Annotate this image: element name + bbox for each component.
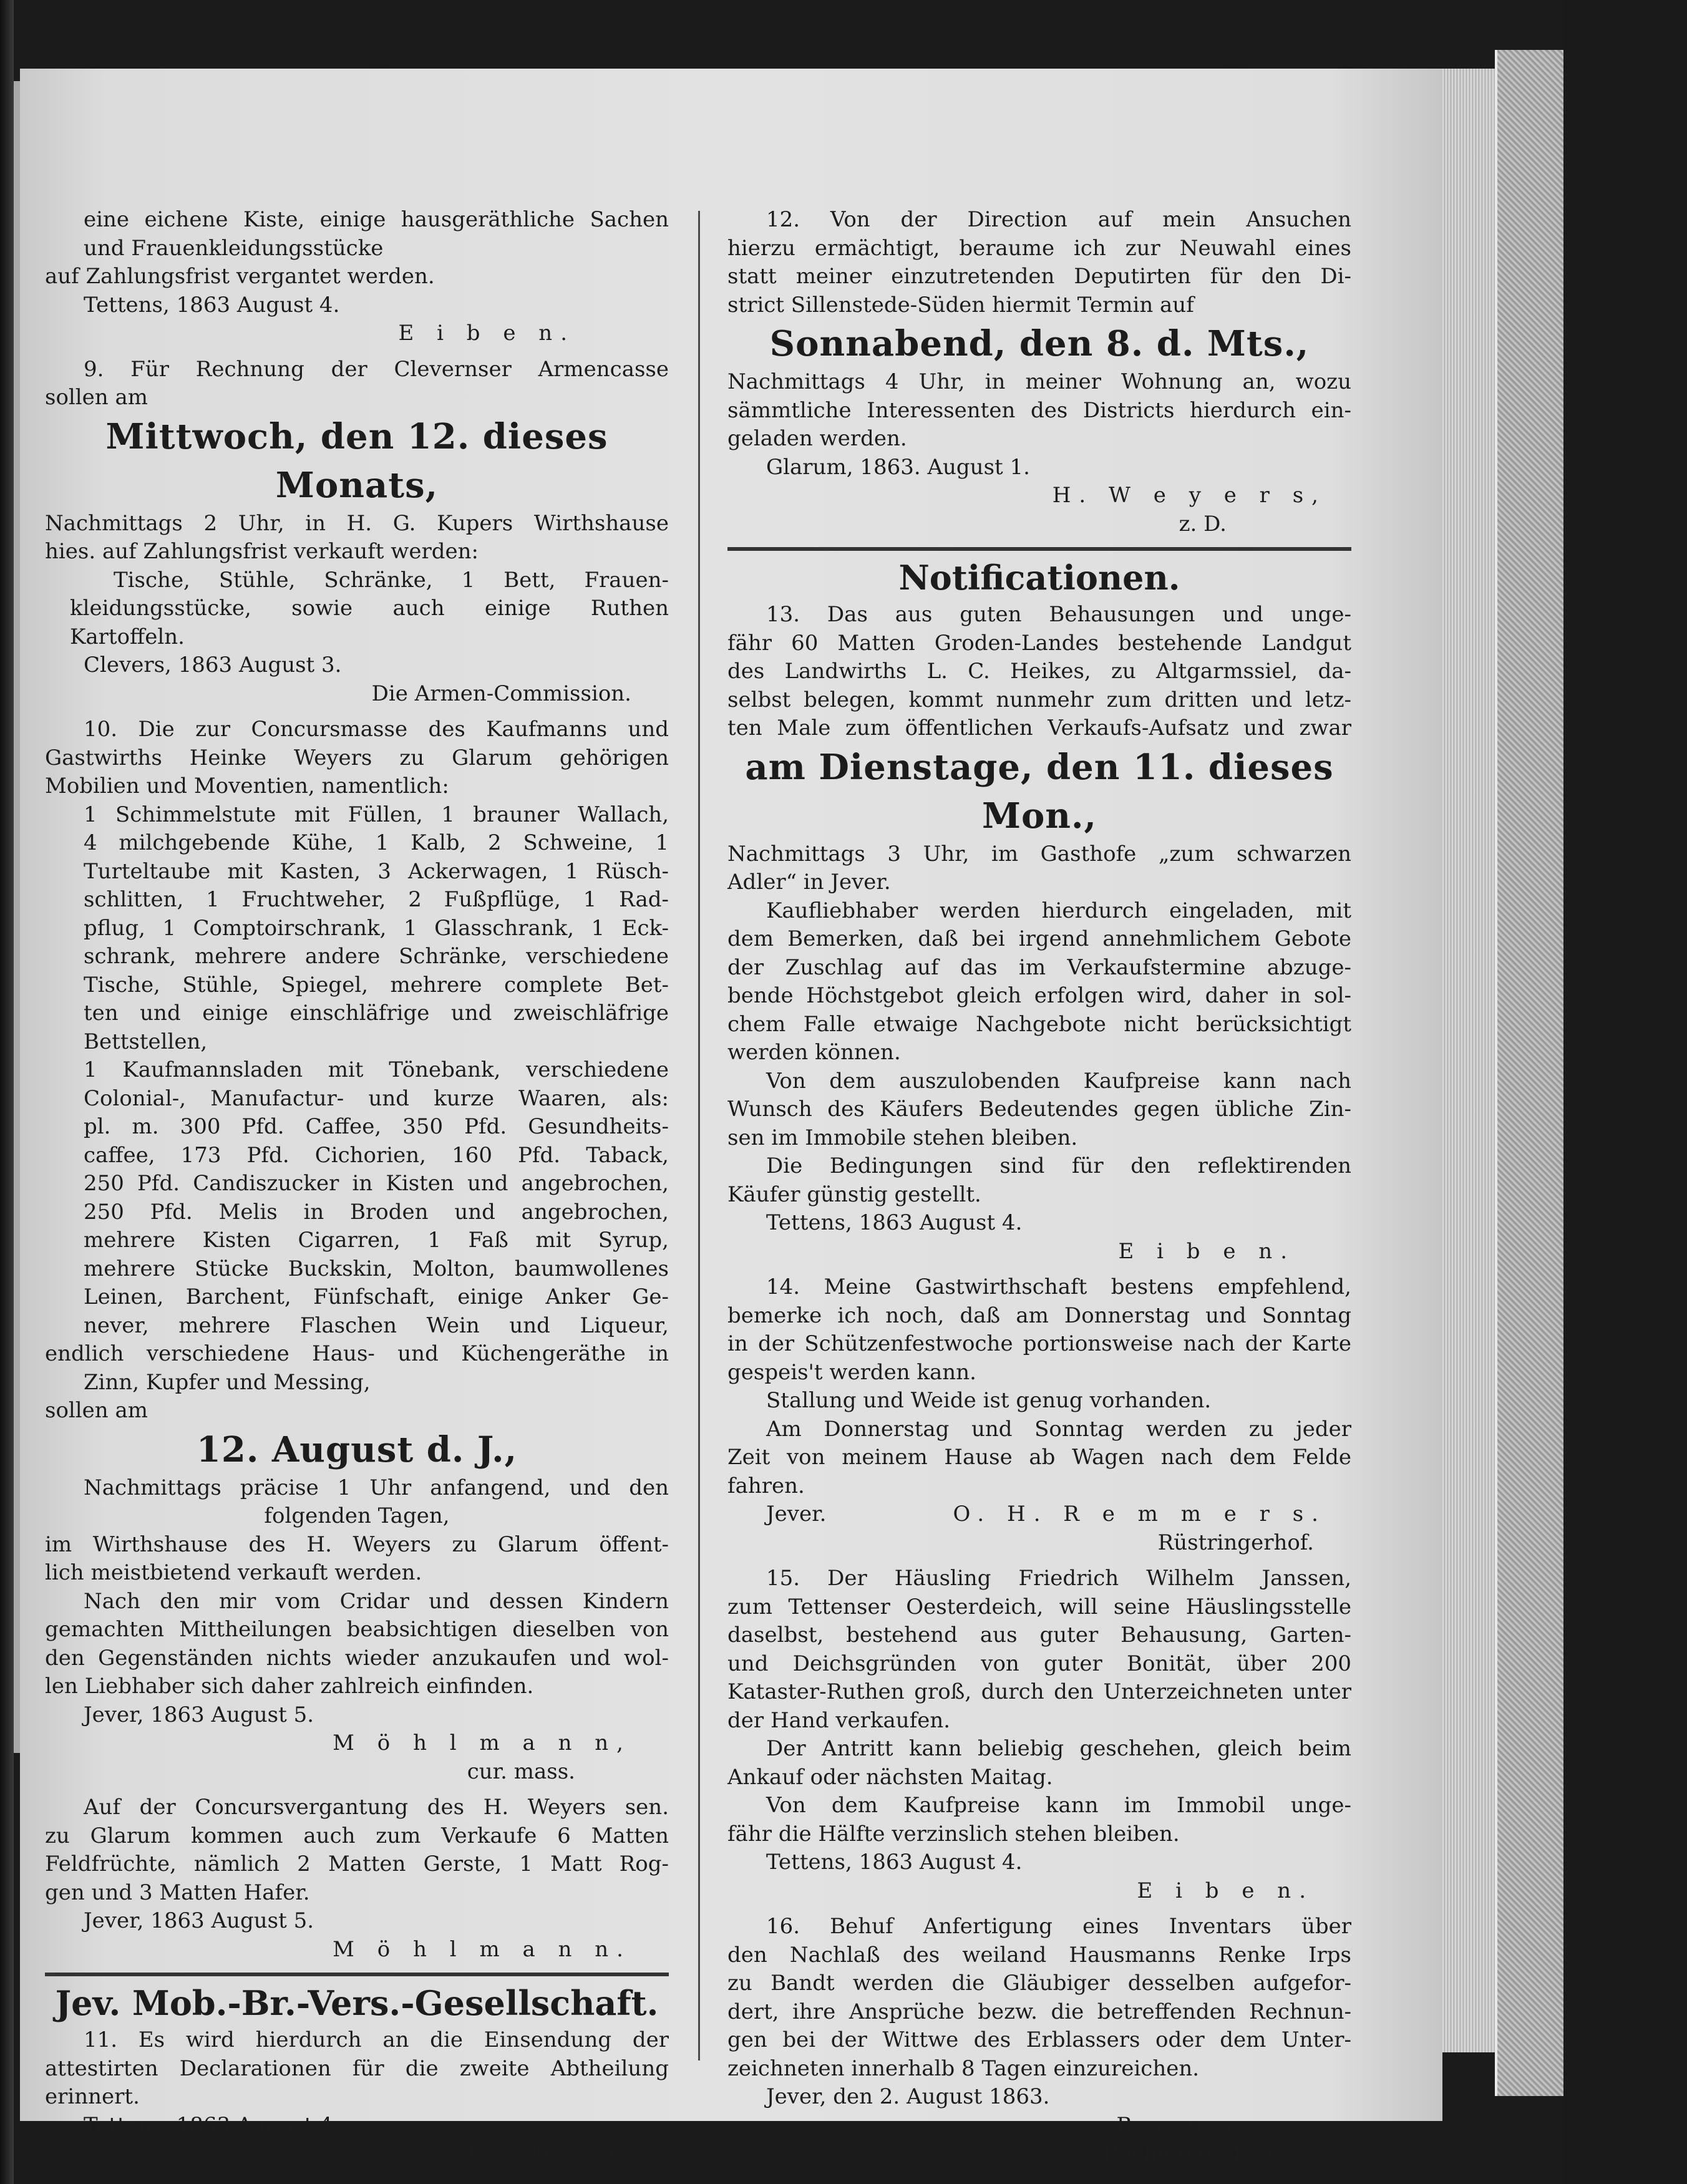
text-line: fähr 60 Matten Groden-Landes bestehende Landgut: [727, 630, 1351, 656]
text-line: endlich verschiedene Haus- und Küchengeräthe in: [45, 1341, 669, 1366]
text-line: Tische, Stühle, Schränke, 1 Bett, Frauen-: [114, 567, 669, 593]
text-line: werden können.: [727, 1040, 901, 1065]
text-line: der Zuschlag auf das im Verkaufstermine abzuge-: [727, 954, 1351, 980]
text-line: 1 Schimmelstute mit Füllen, 1 brauner Wallach,: [84, 802, 669, 827]
text-line: 4 milchgebende Kühe, 1 Kalb, 2 Schweine, 1: [84, 830, 669, 855]
text-line: 11. Es wird hierdurch an die Einsendung der: [84, 2027, 669, 2052]
text-line: Von dem auszulobenden Kaufpreise kann nach: [766, 1068, 1351, 1094]
text-line: hierzu ermächtigt, beraume ich zur Neuwahl eines: [727, 235, 1351, 261]
text-line: Am Donnerstag und Sonntag werden zu jeder: [766, 1416, 1351, 1442]
text-line: schlitten, 1 Fruchtweher, 2 Fußpflüge, 1 Rad-: [84, 887, 669, 912]
text-line: Auf der Concursvergantung des H. Weyers sen.: [84, 1795, 669, 1820]
text-line: des Landwirths L. C. Heikes, zu Altgarmssiel, da-: [727, 659, 1351, 684]
place-date: Tettens, 1863 August 4.: [84, 2112, 340, 2138]
signature: H. W e y e r s,: [1052, 483, 1326, 508]
left-column: [45, 206, 669, 2168]
text-line: gen bei der Wittwe des Erblassers oder dem Unter-: [727, 2027, 1351, 2052]
section-rule: [727, 547, 1351, 551]
text-line: Käufer günstig gestellt.: [727, 1182, 981, 1207]
signature: B r u n s,: [1116, 2112, 1295, 2138]
text-line: zu Bandt werden die Gläubiger desselben aufgefor-: [727, 1971, 1351, 1996]
text-line: den Nachlaß des weiland Hausmanns Renke Irps: [727, 1942, 1351, 1968]
section-rule: [45, 1973, 669, 1976]
text-line: Colonial-, Manufactur- und kurze Waaren, als:: [84, 1085, 669, 1111]
text-line: dert, ihre Ansprüche bezw. die betreffenden Rechnun-: [727, 1999, 1351, 2024]
text-line: bemerke ich noch, daß am Donnerstag und Sonntag: [727, 1303, 1351, 1328]
notice-13: [727, 601, 1351, 1266]
text-line: zu Glarum kommen auch zum Verkaufe 6 Matten: [45, 1823, 669, 1848]
text-line: sollen am: [45, 385, 148, 410]
text-line: hies. auf Zahlungsfrist verkauft werden:: [45, 539, 479, 564]
text-line: 1 Kaufmannsladen mit Tönebank, verschiedene: [84, 1057, 669, 1082]
section-heading: Jev. Mob.-Br.-Vers.-Gesellschaft.: [55, 1983, 659, 2023]
notice-14: [727, 1273, 1351, 1557]
notice-16: [727, 1913, 1351, 2168]
text-line: Nachmittags 4 Uhr, in meiner Wohnung an, wozu: [727, 369, 1351, 394]
text-line: Nachmittags 2 Uhr, in H. G. Kupers Wirthshause: [45, 510, 669, 536]
text-line: zum Tettenser Oesterdeich, will seine Häuslingsstelle: [727, 1594, 1351, 1619]
sale-date-headline: Mittwoch, den 12. dieses Monats,: [105, 415, 608, 506]
text-line: Zinn, Kupfer und Messing,: [84, 1369, 371, 1395]
text-line: 16. Behuf Anfertigung eines Inventars über: [766, 1914, 1351, 1939]
text-line: sämmtliche Interessenten des Districts hierdurch ein-: [727, 397, 1351, 423]
text-line: schrank, mehrere andere Schränke, verschiedene: [84, 944, 669, 969]
signature-title: Rechnungssteller.: [1103, 2141, 1295, 2166]
text-line: der Hand verkaufen.: [727, 1707, 951, 1733]
text-line: Mobilien und Moventien, namentlich:: [45, 774, 449, 798]
place-date: Jever, 1863 August 5.: [84, 1702, 314, 1727]
signature-row: [727, 1500, 1351, 1529]
text-line: Bettstellen,: [84, 1029, 208, 1054]
text-line: Feldfrüchte, nämlich 2 Matten Gerste, 1 Matt Rog-: [45, 1852, 669, 1876]
text-line: fahren.: [727, 1473, 805, 1498]
text-line: Der Antritt kann beliebig geschehen, gleich beim: [766, 1736, 1351, 1761]
place-date: Tettens, 1863 August 4.: [766, 1850, 1023, 1875]
signature: Die Armen-Commission.: [371, 681, 631, 706]
text-line: 9. Für Rechnung der Clevernser Armencasse: [84, 356, 669, 382]
text-line: selbst belegen, kommt nunmehr zum dritten und letz-: [727, 687, 1351, 712]
text-line: never, mehrere Flaschen Wein und Liqueur,: [84, 1313, 669, 1338]
text-line: sen im Immobile stehen bleiben.: [727, 1125, 1078, 1150]
text-line: Kaufliebhaber werden hierdurch eingeladen, mit: [766, 898, 1351, 923]
text-line: und Frauenkleidungsstücke: [84, 235, 384, 261]
text-line: pl. m. 300 Pfd. Caffee, 350 Pfd. Gesundheits-: [84, 1114, 669, 1139]
column-divider: [698, 211, 700, 2060]
signature: E i b e n.: [398, 321, 575, 346]
meeting-date-headline: Sonnabend, den 8. d. Mts.,: [769, 323, 1310, 364]
signature: E i b e n.: [1118, 1238, 1295, 1264]
text-line: daselbst, bestehend aus guter Behausung, Garten-: [727, 1623, 1351, 1648]
text-line: attestirten Declarationen für die zweite Abtheilung: [45, 2055, 669, 2081]
notice-12: [727, 206, 1351, 538]
signature: O. H. R e m m e r s.: [953, 1502, 1326, 1526]
notice-15: [727, 1565, 1351, 1905]
text-line: gemachten Mittheilungen beabsichtigen dieselben von: [45, 1617, 669, 1642]
signature-title: cur. mass.: [467, 1759, 575, 1784]
text-line: Tische, Stühle, Spiegel, mehrere complete Bet-: [84, 972, 669, 997]
signature-title: z. D.: [1179, 511, 1227, 536]
text-line: gen und 3 Matten Hafer.: [45, 1880, 310, 1905]
text-line: Adler“ in Jever.: [727, 870, 891, 895]
text-line: dem Bemerken, daß bei irgend annehmlichem Gebote: [727, 926, 1351, 951]
place-date: Clevers, 1863 August 3.: [84, 653, 342, 677]
place-date: Glarum, 1863. August 1.: [766, 454, 1030, 480]
text-line: folgenden Tagen,: [264, 1503, 450, 1528]
text-line: eine eichene Kiste, einige hausgeräthliche Sachen: [84, 207, 669, 232]
text-line: 12. Von der Direction auf mein Ansuchen: [766, 207, 1351, 232]
place: Jever.: [766, 1502, 827, 1526]
signature: M ö h l m a n n,: [333, 1730, 631, 1755]
text-line: kleidungsstücke, sowie auch einige Ruthen: [70, 596, 669, 621]
text-line: ten und einige einschläfrige und zweischläfrige: [84, 1001, 669, 1026]
signature: E i b e n.: [1137, 1878, 1314, 1903]
text-line: Die Bedingungen sind für den reflektirenden: [766, 1153, 1351, 1178]
text-line: Stallung und Weide ist genug vorhanden.: [766, 1388, 1212, 1413]
text-line: und Deichsgründen von guter Bonität, über 200: [727, 1651, 1351, 1676]
dark-background: [1563, 0, 1687, 2184]
text-line: lich meistbietend verkauft werden.: [45, 1560, 422, 1585]
text-line: chem Falle etwaige Nachgebote nicht berücksichtigt: [727, 1011, 1351, 1037]
text-line: 14. Meine Gastwirthschaft bestens empfehlend,: [766, 1274, 1351, 1299]
text-line: zeichneten innerhalb 8 Tagen einzureichen.: [727, 2055, 1200, 2081]
text-line: Nachmittags 3 Uhr, im Gasthofe „zum schwarzen: [727, 841, 1351, 866]
text-line: Kataster-Ruthen groß, durch den Unterzeichneten unter: [727, 1679, 1351, 1704]
text-line: pflug, 1 Comptoirschrank, 1 Glasschrank, 1 Eck-: [84, 915, 669, 941]
text-line: Kartoffeln.: [70, 624, 185, 649]
text-line: Nach den mir vom Cridar und dessen Kindern: [84, 1588, 669, 1614]
text-line: Leinen, Barchent, Fünfschaft, einige Anker Ge-: [84, 1284, 669, 1309]
text-line: gespeis't werden kann.: [727, 1359, 976, 1385]
notice-10: [45, 716, 669, 1786]
text-line: statt meiner einzutretenden Deputirten für den Di-: [727, 264, 1351, 289]
text-line: 13. Das aus guten Behausungen und unge-: [766, 602, 1351, 627]
text-line: Nachmittags präcise 1 Uhr anfangend, und den: [84, 1475, 669, 1500]
place-date: Tettens, 1863 August 4.: [766, 1210, 1023, 1235]
text-line: bende Höchstgebot gleich erfolgen wird, daher in sol-: [727, 983, 1351, 1008]
notice-11: [45, 2026, 669, 2168]
right-column: [727, 206, 1351, 2168]
sale-date-headline: am Dienstage, den 11. dieses Mon.,: [745, 746, 1334, 837]
text-line: 250 Pfd. Candiszucker in Kisten und angebrochen,: [84, 1171, 669, 1196]
text-line: im Wirthshause des H. Weyers zu Glarum öffent-: [45, 1531, 669, 1557]
text-line: Zeit von meinem Hause ab Wagen nach dem Felde: [727, 1445, 1351, 1470]
place-date: Jever, 1863 August 5.: [84, 1908, 314, 1933]
previous-page-edge: [14, 81, 20, 1753]
sale-date-headline: 12. August d. J.,: [196, 1429, 518, 1470]
text-line: auf Zahlungsfrist vergantet werden.: [45, 264, 435, 289]
text-line: len Liebhaber sich daher zahlreich einfinden.: [45, 1674, 534, 1699]
text-line: 10. Die zur Concursmasse des Kaufmanns und: [84, 717, 669, 742]
text-line: mehrere Stücke Buckskin, Molton, baumwollenes: [84, 1256, 669, 1281]
section-heading: Notificationen.: [898, 558, 1180, 598]
text-line: strict Sillenstede-Süden hiermit Termin auf: [727, 292, 1194, 318]
text-line: geladen werden.: [727, 426, 907, 451]
page-block-edge: [1442, 69, 1495, 2052]
text-line: ten Male zum öffentlichen Verkaufs-Aufsatz und zwar: [727, 716, 1351, 740]
text-line: mehrere Kisten Cigarren, 1 Faß mit Syrup,: [84, 1228, 669, 1253]
notice-10-supplement: [45, 1793, 669, 1964]
text-line: Gastwirths Heinke Weyers zu Glarum gehörigen: [45, 745, 669, 770]
text-line: 250 Pfd. Melis in Broden und angebrochen,: [84, 1199, 669, 1225]
text-line: erinnert.: [45, 2084, 140, 2109]
signature: M ö h l m a n n.: [333, 1936, 631, 1962]
signature-title: Rüstringerhof.: [1157, 1530, 1314, 1555]
text-line: Turteltaube mit Kasten, 3 Ackerwagen, 1 Rüsch-: [84, 858, 669, 884]
text-line: Von dem Kaufpreise kann im Immobil unge-: [766, 1793, 1351, 1818]
notice-8: [45, 206, 669, 348]
signature: E i b e n.: [467, 2141, 644, 2166]
book-cover-edge: [1495, 50, 1566, 2096]
text-line: Wunsch des Käufers Bedeutendes gegen übliche Zin-: [727, 1097, 1351, 1122]
place-date: Jever, den 2. August 1863.: [766, 2084, 1050, 2109]
text-line: sollen am: [45, 1398, 148, 1423]
text-line: 15. Der Häusling Friedrich Wilhelm Janssen,: [766, 1566, 1351, 1591]
text-line: Ankauf oder nächsten Maitag.: [727, 1764, 1053, 1790]
text-line: fähr die Hälfte verzinslich stehen bleiben.: [727, 1821, 1180, 1847]
notice-9: [45, 356, 669, 709]
text-line: den Gegenständen nichts wieder anzukaufen und wol-: [45, 1645, 669, 1671]
text-line: in der Schützenfestwoche portionsweise nach der Karte: [727, 1331, 1351, 1356]
book-gutter: [0, 0, 14, 2184]
place-date: Tettens, 1863 August 4.: [84, 292, 340, 318]
text-line: caffee, 173 Pfd. Cichorien, 160 Pfd. Taback,: [84, 1142, 669, 1168]
